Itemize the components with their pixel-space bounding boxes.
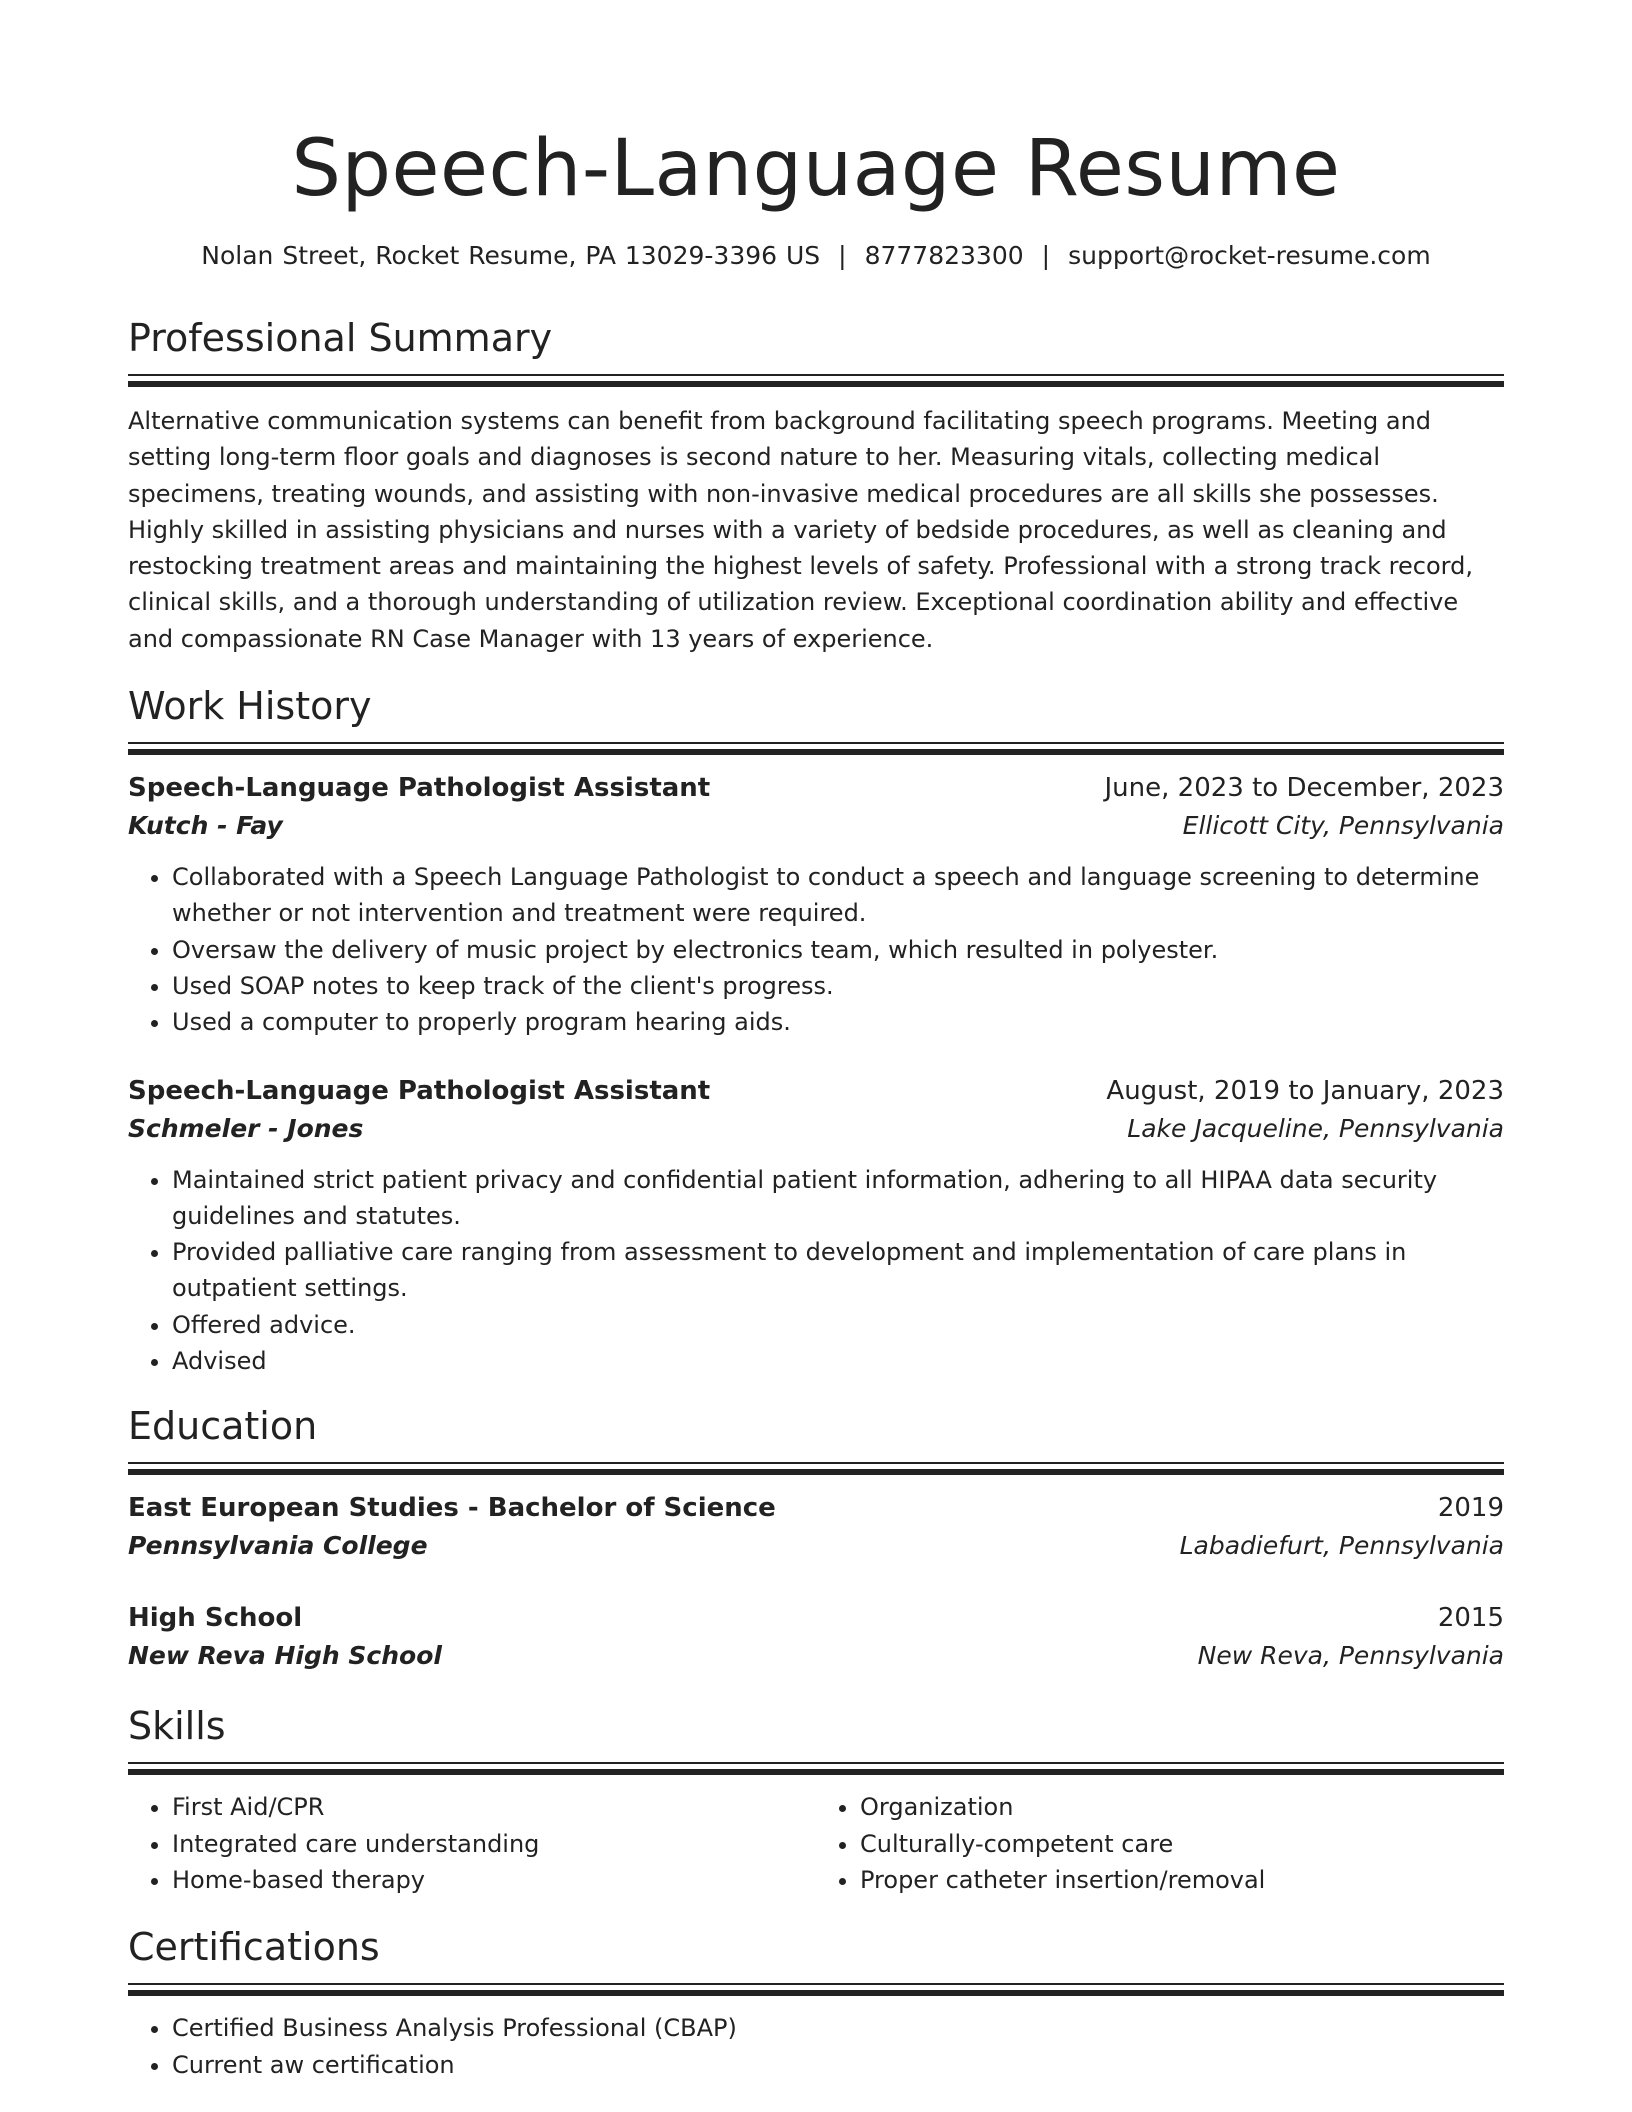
skills-list-left xyxy=(128,1789,816,1898)
resume-name: Speech-Language Resume xyxy=(291,124,1341,214)
education-location: New Reva, Pennsylvania xyxy=(1197,1641,1504,1671)
summary-text: Alternative communication systems can benefit from background facilitating speech programs. Meeting and setting long-term floor goals and diagnoses is second nature to her. Measuring vitals, collecting medical specimens, treating wounds, and assisting with non-invasive medical procedures are all skills she possesses. Highly skilled in assisting physicians and nurses with a variety of bedside procedures, as well as cleaning and restocking treatment areas and maintaining the highest levels of safety. Professional with a strong track record, clinical skills, and a thorough understanding of utilization review. Exceptional coordination ability and effective and compassionate RN Case Manager with 13 years of experience. xyxy=(128,407,1473,653)
job-bullet: • Offered advice. xyxy=(172,1307,1504,1343)
summary-section xyxy=(128,315,1504,657)
job-dates: June, 2023 to December, 2023 xyxy=(1104,773,1504,804)
certification-item: • Certified Business Analysis Professional (CBAP) xyxy=(172,2010,1504,2046)
job-title: Speech-Language Pathologist Assistant xyxy=(128,1075,711,1106)
contact-phone: 8777823300 xyxy=(864,241,1024,270)
education-entry xyxy=(128,1599,1504,1675)
job-location: Lake Jacqueline, Pennsylvania xyxy=(1127,1113,1504,1143)
contact-separator: | xyxy=(838,241,847,270)
resume-page xyxy=(128,0,1504,2083)
section-divider xyxy=(128,374,1504,387)
job-bullet: • Collaborated with a Speech Language Pathologist to conduct a speech and language screening to determine whether or not intervention and treatment were required. xyxy=(172,859,1504,932)
skill-item: • Home-based therapy xyxy=(172,1862,816,1898)
education-school: Pennsylvania College xyxy=(128,1531,428,1561)
job-company: Schmeler - Jones xyxy=(128,1113,364,1143)
education-location: Labadiefurt, Pennsylvania xyxy=(1179,1531,1504,1561)
job-bullet: • Provided palliative care ranging from assessment to development and implementation of care plans in outpatient settings. xyxy=(172,1234,1504,1307)
certifications-list xyxy=(128,2010,1504,2083)
education-section xyxy=(128,1403,1504,1675)
skill-item: • Proper catheter insertion/removal xyxy=(860,1862,1504,1898)
skill-item: • Culturally-competent care xyxy=(860,1826,1504,1862)
certification-item: • Current aw certification xyxy=(172,2047,1504,2083)
job-bullet: • Maintained strict patient privacy and confidential patient information, adhering to all HIPAA data security guidelines and statutes. xyxy=(172,1162,1504,1235)
contact-address: Nolan Street, Rocket Resume, PA 13029-3396 US xyxy=(201,241,821,270)
work-history-section xyxy=(128,683,1504,1379)
education-year: 2015 xyxy=(1437,1603,1504,1634)
job-bullet: • Advised xyxy=(172,1343,1504,1379)
skill-item: • First Aid/CPR xyxy=(172,1789,816,1825)
skills-list-right xyxy=(816,1789,1504,1898)
job-location: Ellicott City, Pennsylvania xyxy=(1182,811,1504,841)
section-title-certifications: Certifications xyxy=(128,1925,380,1970)
education-year: 2019 xyxy=(1437,1493,1504,1524)
section-title-skills: Skills xyxy=(128,1704,226,1749)
job-dates: August, 2019 to January, 2023 xyxy=(1106,1075,1504,1106)
education-degree: East European Studies - Bachelor of Science xyxy=(128,1493,776,1524)
job-bullets xyxy=(128,859,1504,1040)
section-title-work-history: Work History xyxy=(128,684,372,729)
skills-section xyxy=(128,1703,1504,1898)
education-degree: High School xyxy=(128,1603,303,1634)
job-bullets xyxy=(128,1162,1504,1380)
contact-email: support@rocket-resume.com xyxy=(1068,241,1431,270)
skill-item: • Integrated care understanding xyxy=(172,1826,816,1862)
section-divider xyxy=(128,742,1504,755)
skills-columns xyxy=(128,1789,1504,1898)
section-divider xyxy=(128,1983,1504,1996)
education-school: New Reva High School xyxy=(128,1641,442,1671)
job-entry xyxy=(128,769,1504,1040)
certifications-section xyxy=(128,1924,1504,2083)
section-title-summary: Professional Summary xyxy=(128,316,553,360)
section-divider xyxy=(128,1462,1504,1475)
education-entry xyxy=(128,1489,1504,1565)
job-entry xyxy=(128,1072,1504,1380)
job-bullet: • Oversaw the delivery of music project by electronics team, which resulted in polyester. xyxy=(172,932,1504,968)
job-company: Kutch - Fay xyxy=(128,811,283,841)
skill-item: • Organization xyxy=(860,1789,1504,1825)
job-title: Speech-Language Pathologist Assistant xyxy=(128,773,711,804)
contact-separator: | xyxy=(1041,241,1051,270)
contact-line xyxy=(128,240,1504,272)
job-bullet: • Used SOAP notes to keep track of the client's progress. xyxy=(172,968,1504,1004)
job-bullet: • Used a computer to properly program hearing aids. xyxy=(172,1004,1504,1040)
section-divider xyxy=(128,1762,1504,1775)
section-title-education: Education xyxy=(128,1404,318,1449)
